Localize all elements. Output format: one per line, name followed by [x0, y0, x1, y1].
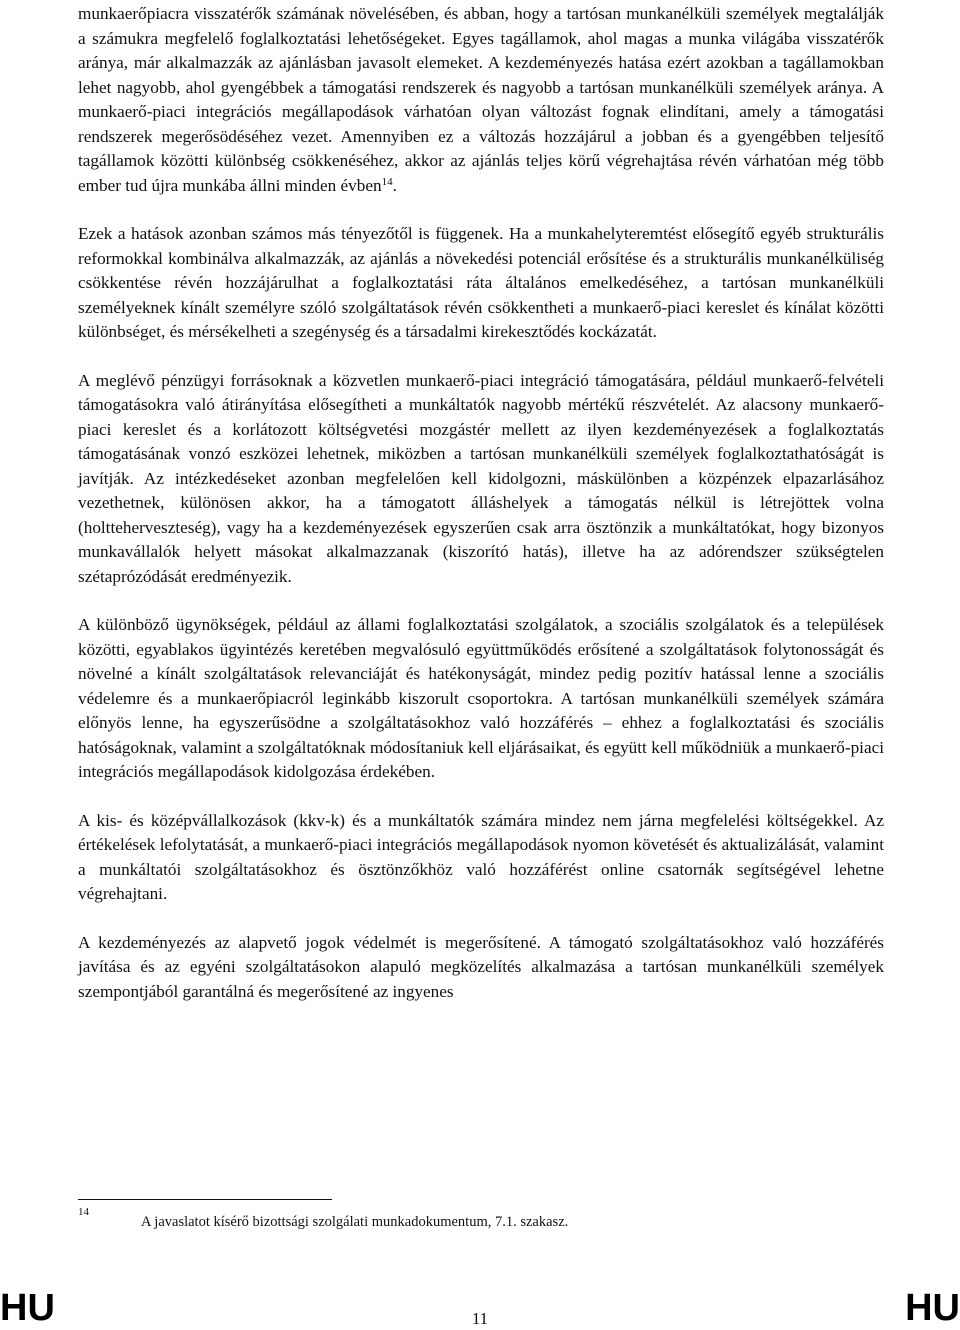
- paragraph-1: [78, 2, 884, 198]
- paragraph-1-text: munkaerőpiacra visszatérők számának növelésében, és abban, hogy a tartósan munkanélküli személyek megtalálják a számukra megfelelő foglalkoztatási lehetőségeket. Egyes tagállamok, ahol magas a munka világába visszatérők aránya, már alkalmazzák az ajánlásban javasolt elemeket. A kezdeményezés hatása ezért azokban a tagállamokban lehet nagyobb, ahol gyengébbek a támogatási rendszerek és nagyobb a tartósan munkanélküli személyek aránya. A munkaerő-piaci integrációs megállapodások várhatóan olyan változást fognak elindítani, amely a támogatási rendszerek megerősödéséhez vezet. Amennyiben ez a változás hozzájárul a jobban és a gyengébben teljesítő tagállamok közötti különbség csökkenéséhez, akkor az ajánlás teljes körű végrehajtása révén várhatóan még több ember tud újra munkába állni minden évben: [78, 4, 884, 195]
- footnote-text: A javaslatot kísérő bizottsági szolgálati munkadokumentum, 7.1. szakasz.: [141, 1214, 569, 1230]
- paragraph-1-tail: .: [392, 175, 397, 195]
- footnote-number: 14: [78, 1206, 89, 1218]
- paragraph-4: A különböző ügynökségek, például az állami foglalkoztatási szolgálatok, a szociális szolgálatok és a települések közötti, egyablakos ügyintézés keretében megvalósuló együttműködés erősítené a szolgáltatások folytonosságát és növelné a kínált szolgáltatások relevanciáját és hatékonyságát, mindez pedig pozitív hatással lenne a szociális védelemre és a munkaerőpiacról leginkább kiszorult csoportokra. A tartósan munkanélküli személyek számára előnyös lenne, ha egyszerűsödne a szolgáltatásokhoz való hozzáférés – ehhez a foglalkoztatási és szociális hatóságoknak, valamint a szolgáltatóknak módosítaniuk kell eljárásaikat, és együtt kell működniük a munkaerő-piaci integrációs megállapodások kidolgozása érdekében.: [78, 615, 884, 781]
- footer-language-right: HU: [905, 1287, 960, 1329]
- paragraph-3: A meglévő pénzügyi forrásoknak a közvetlen munkaerő-piaci integráció támogatására, például munkaerő-felvételi támogatásokra való átirányítása elősegítheti a munkáltatók nagyobb mértékű részvételét. Az alacsony munkaerő-piaci kereslet és a korlátozott költségvetési mozgástér mellett az ilyen kezdeményezések a foglalkoztatás támogatásának vonzó eszközei lehetnek, miközben a tartósan munkanélküli személyek foglalkoztathatóságát is javítják. Az intézkedéseket azonban megfelelően kell kidolgozni, máskülönben a közpénzek elpazarlásához vezethetnek, különösen akkor, ha a támogatott álláshelyek a támogatás nélkül is létrejöttek volna (holtteherveszteség), vagy ha a kezdeményezések egyszerűen csak arra ösztönzik a munkáltatókat, hogy bizonyos munkavállalók helyett másokat alkalmazzanak (kiszorító hatás), illetve ha az adórendszer szükségtelen szétaprózódását eredményezik.: [78, 370, 884, 586]
- paragraph-2: Ezek a hatások azonban számos más tényezőtől is függenek. Ha a munkahelyteremtést elősegítő egyéb strukturális reformokkal kombinálva alkalmazzák, az ajánlás a növekedési potenciál erősítése és a strukturális munkanélküliség csökkentése révén hozzájárulhat a foglalkoztatási ráta általános emelkedéséhez, a tartósan munkanélküli személyeknek kínált személyre szóló szolgáltatások révén csökkentheti a munkaerő-piaci kereslet és kínálat közötti különbséget, és mérsékelheti a szegénység és a társadalmi kirekesztődés kockázatát.: [78, 224, 884, 341]
- paragraph-6: A kezdeményezés az alapvető jogok védelmét is megerősítené. A támogató szolgáltatásokhoz való hozzáférés javítása és az egyéni szolgáltatásokon alapuló megközelítés alkalmazása a tartósan munkanélküli személyek szempontjából garantálná és megerősítené az ingyenes: [78, 932, 884, 1001]
- paragraph-5: A kis- és középvállalkozások (kkv-k) és a munkáltatók számára mindez nem járna megfelelési költségekkel. Az értékelések lefolytatását, a munkaerő-piaci integrációs megállapodások nyomon követését és aktualizálását, valamint a munkáltatói szolgáltatásokhoz és ösztönzőkhöz való hozzáférést online csatornák segítségével lehetne végrehajtani.: [78, 810, 884, 903]
- page-number: 11: [471, 1309, 489, 1328]
- footer-language-left: HU: [0, 1287, 55, 1329]
- document-body: [78, 2, 884, 1028]
- footnote-separator: [78, 1199, 332, 1200]
- footnote-reference[interactable]: 14: [381, 175, 393, 188]
